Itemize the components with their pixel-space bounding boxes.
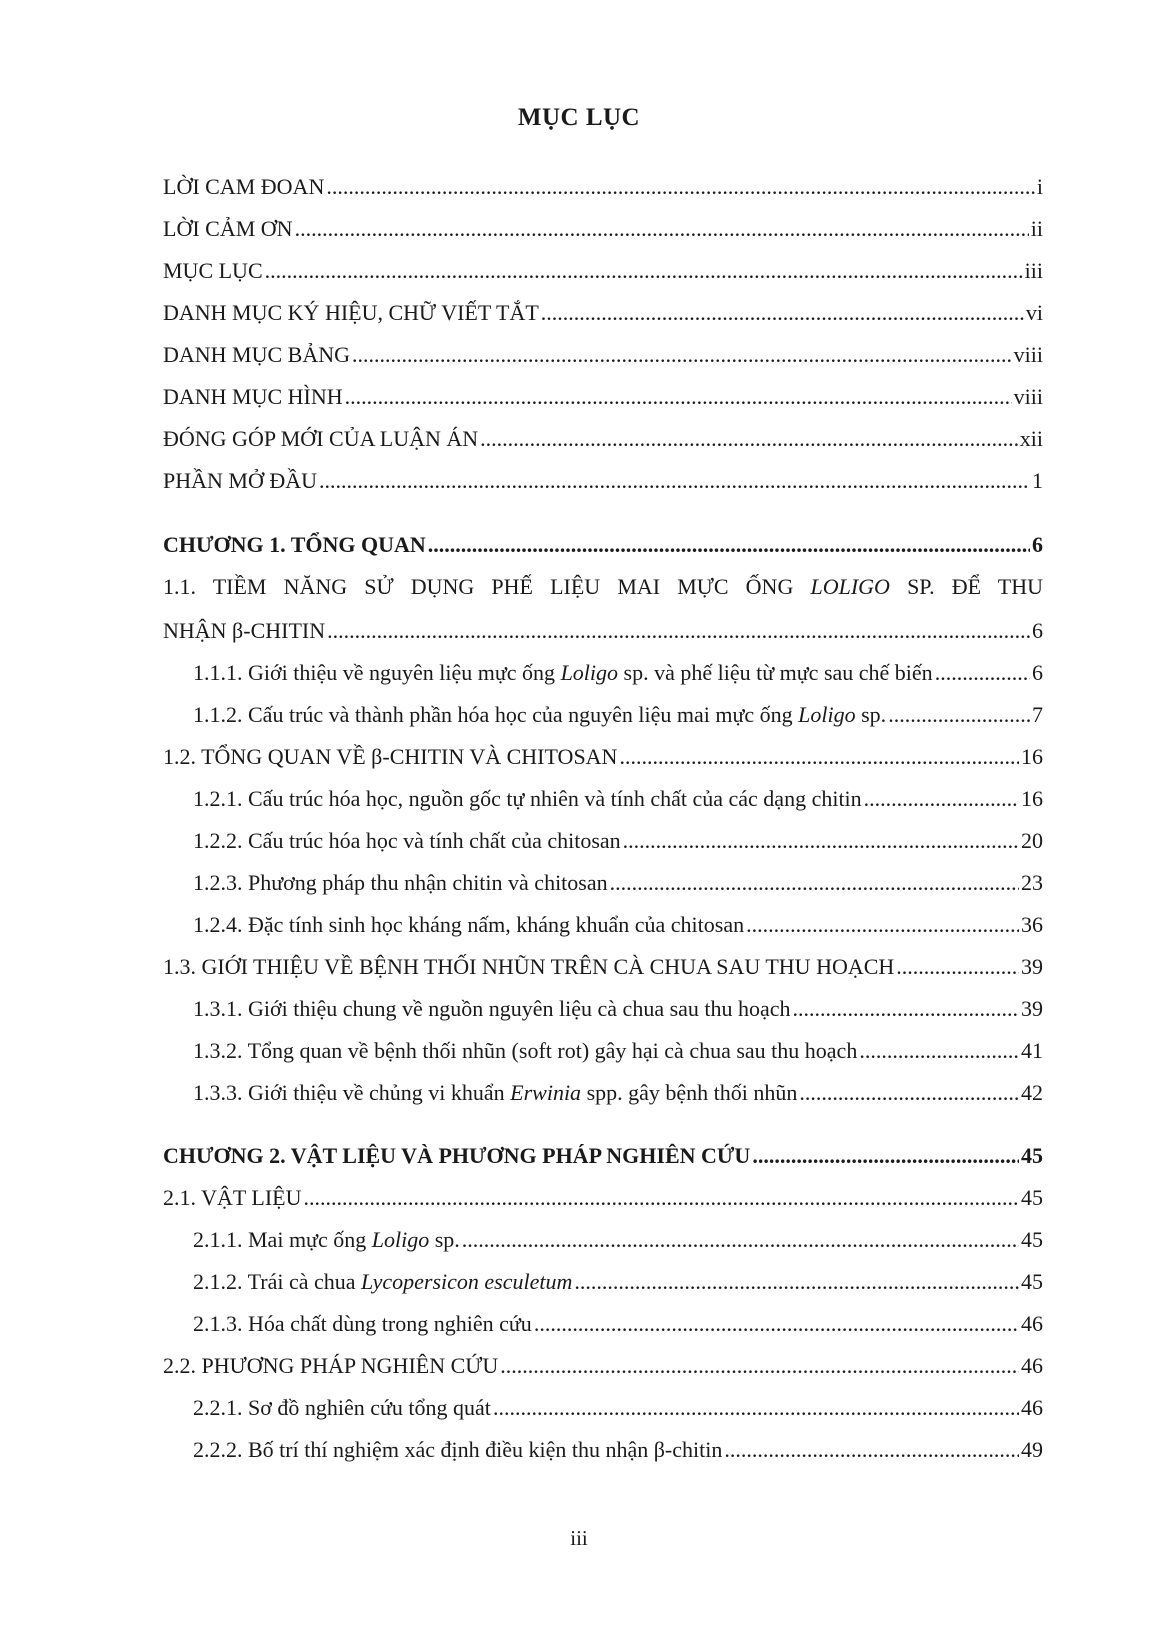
toc-entry-text: 2.1.1. Mai mực ống Loligo sp.	[193, 1227, 460, 1252]
toc-section-2-1-3[interactable]	[193, 1311, 1043, 1337]
toc-leader-dots	[265, 258, 1023, 284]
toc-page-number: 20	[1021, 828, 1043, 853]
toc-leader-dots	[541, 300, 1024, 326]
toc-entry-phan-mo-dau[interactable]	[163, 468, 1043, 494]
toc-section-1-3[interactable]	[163, 954, 1043, 980]
toc-entry-text: LỜI CẢM ƠN	[163, 216, 293, 241]
toc-leader-dots	[623, 828, 1019, 854]
toc-leader-dots	[480, 426, 1018, 452]
toc-entry-text: CHƯƠNG 1. TỔNG QUAN	[163, 532, 426, 557]
toc-page-number: 1	[1032, 468, 1043, 493]
toc-leader-dots	[799, 1080, 1019, 1106]
toc-entry-text: 2.2. PHƯƠNG PHÁP NGHIÊN CỨU	[163, 1353, 499, 1378]
toc-page-number: 45	[1021, 1227, 1043, 1252]
toc-leader-dots	[888, 702, 1030, 728]
toc-page-number: 45	[1021, 1185, 1043, 1210]
toc-leader-dots	[428, 532, 1030, 558]
toc-leader-dots	[574, 1269, 1019, 1295]
toc-section-1-2-2[interactable]	[193, 828, 1043, 854]
toc-entry-text: 1.1.1. Giới thiệu về nguyên liệu mực ống Loligo sp. và phế liệu từ mực sau chế biến	[193, 660, 933, 685]
toc-entry-text: 2.2.2. Bố trí thí nghiệm xác định điều kiện thu nhận β-chitin	[193, 1437, 723, 1462]
toc-entry-text: 2.2.1. Sơ đồ nghiên cứu tổng quát	[193, 1395, 491, 1420]
toc-leader-dots	[619, 744, 1019, 770]
toc-entry-text: LỜI CAM ĐOAN	[163, 174, 325, 199]
toc-entry-text: 1.2.2. Cấu trúc hóa học và tính chất của chitosan	[193, 828, 621, 853]
toc-entry-danh-muc-hinh[interactable]	[163, 384, 1043, 410]
toc-entry-text: MỤC LỤC	[163, 258, 263, 283]
toc-page-number: 46	[1021, 1353, 1043, 1378]
toc-entry-text: DANH MỤC BẢNG	[163, 342, 351, 367]
toc-section-2-2-1[interactable]	[193, 1395, 1043, 1421]
toc-section-1-3-3[interactable]	[193, 1080, 1043, 1106]
toc-chapter-1[interactable]	[163, 532, 1043, 558]
toc-entry-text: DANH MỤC KÝ HIỆU, CHỮ VIẾT TẮT	[163, 300, 539, 325]
toc-section-1-2-3[interactable]	[193, 870, 1043, 896]
toc-page-number: 7	[1032, 702, 1043, 727]
toc-page-number: 39	[1021, 954, 1043, 979]
toc-page-number: ii	[1030, 216, 1043, 241]
toc-leader-dots	[724, 1437, 1019, 1463]
toc-entry-text: 2.1. VẬT LIỆU	[163, 1185, 302, 1210]
toc-page-number: 23	[1021, 870, 1043, 895]
toc-leader-dots	[327, 618, 1030, 644]
toc-leader-dots	[864, 786, 1019, 812]
toc-entry-text: 1.3.1. Giới thiệu chung về nguồn nguyên liệu cà chua sau thu hoạch	[193, 996, 791, 1021]
toc-page-number: viii	[1013, 384, 1043, 409]
toc-entry-text: 2.1.3. Hóa chất dùng trong nghiên cứu	[193, 1311, 532, 1336]
toc-entry-text: 1.3. GIỚI THIỆU VỀ BỆNH THỐI NHŨN TRÊN CÀ CHUA SAU THU HOẠCH	[163, 954, 895, 979]
toc-entry-muc-luc[interactable]	[163, 258, 1043, 284]
toc-leader-dots	[345, 384, 1012, 410]
toc-section-1-1-1[interactable]	[193, 660, 1043, 686]
toc-leader-dots	[534, 1311, 1019, 1337]
toc-leader-dots	[352, 342, 1012, 368]
toc-page-number: 49	[1021, 1437, 1043, 1462]
toc-page-number: 45	[1021, 1143, 1043, 1168]
toc-leader-dots	[793, 996, 1019, 1022]
toc-entry-text: ĐÓNG GÓP MỚI CỦA LUẬN ÁN	[163, 426, 479, 451]
toc-leader-dots	[752, 1143, 1019, 1169]
toc-section-2-2-2[interactable]	[193, 1437, 1043, 1463]
toc-chapter-2[interactable]	[163, 1143, 1043, 1169]
toc-entry-text: 1.1.2. Cấu trúc và thành phần hóa học của nguyên liệu mai mực ống Loligo sp.	[193, 702, 887, 727]
toc-entry-ky-hieu[interactable]	[163, 300, 1043, 326]
toc-section-1-3-2[interactable]	[193, 1038, 1043, 1064]
toc-page-number: vi	[1025, 300, 1043, 325]
toc-page-number: 6	[1032, 618, 1043, 643]
toc-entry-loi-cam-on[interactable]	[163, 216, 1043, 242]
toc-page-number: 36	[1021, 912, 1043, 937]
toc-leader-dots	[295, 216, 1029, 242]
toc-page-number: 39	[1021, 996, 1043, 1021]
toc-page-number: 46	[1021, 1311, 1043, 1336]
toc-page-number: 6	[1032, 532, 1043, 557]
toc-leader-dots	[304, 1185, 1019, 1211]
toc-leader-dots	[493, 1395, 1019, 1421]
toc-entry-text: 1.3.3. Giới thiệu về chủng vi khuẩn Erwinia spp. gây bệnh thối nhũn	[193, 1080, 798, 1105]
toc-entry-italic: LOLIGO	[810, 574, 890, 599]
toc-leader-dots	[462, 1227, 1019, 1253]
toc-section-1-1-line1[interactable]	[163, 574, 1043, 600]
toc-section-1-2[interactable]	[163, 744, 1043, 770]
toc-entry-text: CHƯƠNG 2. VẬT LIỆU VÀ PHƯƠNG PHÁP NGHIÊN CỨU	[163, 1143, 751, 1168]
toc-entry-text: SP. ĐỂ THU	[889, 574, 1043, 599]
toc-entry-text: 1.2. TỔNG QUAN VỀ β-CHITIN VÀ CHITOSAN	[163, 744, 618, 769]
toc-page-number: xii	[1019, 426, 1043, 451]
toc-leader-dots	[319, 468, 1030, 494]
toc-section-1-2-1[interactable]	[193, 786, 1043, 812]
toc-leader-dots	[746, 912, 1019, 938]
toc-entry-text: 1.1. TIỀM NĂNG SỬ DỤNG PHẾ LIỆU MAI MỰC ỐNG	[163, 574, 811, 599]
toc-leader-dots	[896, 954, 1019, 980]
toc-page-number: 16	[1021, 786, 1043, 811]
toc-leader-dots	[500, 1353, 1019, 1379]
toc-section-2-2[interactable]	[163, 1353, 1043, 1379]
toc-leader-dots	[326, 174, 1035, 200]
toc-entry-text: 1.2.4. Đặc tính sinh học kháng nấm, kháng khuẩn của chitosan	[193, 912, 745, 937]
toc-entry-text: DANH MỤC HÌNH	[163, 384, 343, 409]
page-number: iii	[570, 1526, 588, 1550]
toc-section-2-1[interactable]	[163, 1185, 1043, 1211]
toc-page-number: 16	[1021, 744, 1043, 769]
toc-leader-dots	[610, 870, 1019, 896]
toc-entry-dong-gop[interactable]	[163, 426, 1043, 452]
toc-section-1-3-1[interactable]	[193, 996, 1043, 1022]
toc-entry-danh-muc-bang[interactable]	[163, 342, 1043, 368]
toc-entry-text: 1.2.1. Cấu trúc hóa học, nguồn gốc tự nhiên và tính chất của các dạng chitin	[193, 786, 862, 811]
toc-page-number: 41	[1021, 1038, 1043, 1063]
toc-page-number: 45	[1021, 1269, 1043, 1294]
toc-section-1-1-2[interactable]	[193, 702, 1043, 728]
toc-leader-dots	[935, 660, 1030, 686]
toc-leader-dots	[859, 1038, 1019, 1064]
toc-entry-text: 1.2.3. Phương pháp thu nhận chitin và chitosan	[193, 870, 608, 895]
toc-page-number: viii	[1013, 342, 1043, 367]
page-title: MỤC LỤC	[517, 104, 641, 131]
toc-section-1-1[interactable]	[163, 618, 1043, 644]
toc-page-number: 42	[1021, 1080, 1043, 1105]
toc-entry-text: PHẦN MỞ ĐẦU	[163, 468, 318, 493]
toc-page-number: iii	[1024, 258, 1043, 283]
toc-entry-text: NHẬN β-CHITIN	[163, 618, 326, 643]
toc-page-number: 46	[1021, 1395, 1043, 1420]
toc-entry-text: 2.1.2. Trái cà chua Lycopersicon esculetum	[193, 1269, 573, 1294]
toc-page-number: 6	[1032, 660, 1043, 685]
toc-section-2-1-2[interactable]	[193, 1269, 1043, 1295]
toc-entry-loi-cam-doan[interactable]	[163, 174, 1043, 200]
toc-entry-text: 1.3.2. Tổng quan về bệnh thối nhũn (soft rot) gây hại cà chua sau thu hoạch	[193, 1038, 858, 1063]
toc-page-number: i	[1036, 174, 1043, 199]
toc-section-2-1-1[interactable]	[193, 1227, 1043, 1253]
toc-section-1-2-4[interactable]	[193, 912, 1043, 938]
